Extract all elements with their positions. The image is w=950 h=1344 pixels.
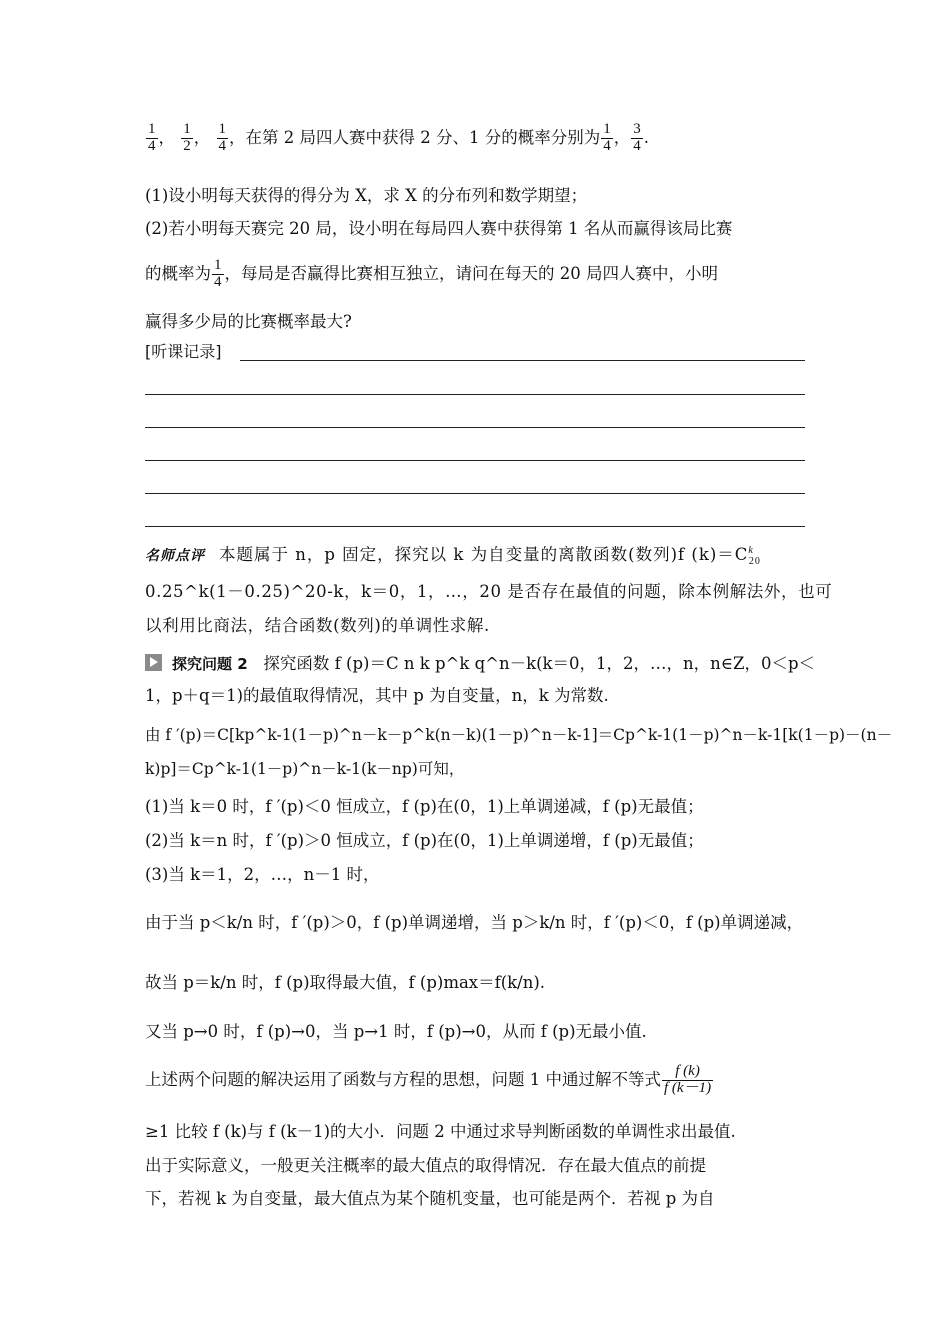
notes-line <box>145 526 805 527</box>
case-1: (1)当 k＝0 时，f ′(p)＜0 恒成立，f (p)在(0，1)上单调递减，f (p)无最值； <box>145 797 704 816</box>
maximum-line: 故当 p＝k/n 时，f (p)取得最大值，f (p)max＝f(k/n). <box>145 973 546 992</box>
case-3: (3)当 k＝1，2，…，n－1 时， <box>145 865 380 884</box>
fraction: $\frac{1}{4}$ <box>603 121 611 154</box>
explore-line-4: k)p]＝Cp^k-1(1－p)^n－k-1(k－np)可知， <box>145 760 465 778</box>
summary-line-2: ≥1 比较 f (k)与 f (k－1)的大小．问题 2 中通过求导判断函数的单调性求出最值. <box>145 1122 736 1141</box>
fraction: $\frac{1}{4}$ <box>148 121 156 154</box>
summary-line-4: 下，若视 k 为自变量，最大值点为某个随机变量，也可能是两个．若视 p 为自 <box>145 1189 715 1208</box>
comment-line-3: 以利用比商法，结合函数(数列)的单调性求解. <box>145 616 490 635</box>
comment-line-1: 名师点评 本题属于 n，p 固定，探究以 k 为自变量的离散函数(数列)f $(k)=C^k_{20}$ <box>145 545 761 567</box>
problem-line-0: $\frac{1}{4}$ ， $\frac{1}{2}$ ， $\frac{1}{4}$ ，在第 2 局四人赛中获得 2 分、1 分的概率分别为 $\frac{1}{4}$ ， $\frac{3}{4}$ . <box>148 121 649 154</box>
fraction: $\frac{3}{4}$ <box>633 121 641 154</box>
summary-line-3: 出于实际意义，一般更关注概率的最大值点的取得情况．存在最大值点的前提 <box>145 1156 706 1175</box>
notes-line <box>145 493 805 494</box>
case-2: (2)当 k＝n 时，f ′(p)＞0 恒成立，f (p)在(0，1)上单调递增，f (p)无最值； <box>145 831 704 850</box>
fraction: $\frac{f (k)}{f (k-1)}$ <box>664 1063 712 1096</box>
minimum-line: 又当 p→0 时，f (p)→0，当 p→1 时，f (p)→0，从而 f (p)无最小值. <box>145 1022 647 1041</box>
notes-line <box>145 394 805 395</box>
comment-line-2: 0.25^k(1－0.25)^20-k，k＝0，1，…，20 是否存在最值的问题，除本例解法外，也可 <box>145 582 833 601</box>
fraction: $\frac{1}{4}$ <box>214 257 222 290</box>
explore-title: 探究问题 2 <box>172 655 248 673</box>
summary-line-1: 上述两个问题的解决运用了函数与方程的思想，问题 1 中通过解不等式 $\frac{f (k)}{f (k-1)}$ <box>145 1063 712 1096</box>
notes-line <box>240 360 805 361</box>
explore-line-2: 1，p＋q＝1)的最值取得情况，其中 p 为自变量，n，k 为常数. <box>145 686 609 705</box>
play-icon <box>145 654 162 671</box>
question-1: (1)设小明每天获得的得分为 X，求 X 的分布列和数学期望； <box>145 186 588 205</box>
question-2-line-1: (2)若小明每天赛完 20 局，设小明在每局四人赛中获得第 1 名从而赢得该局比赛 <box>145 219 733 238</box>
notes-label: [听课记录] <box>145 342 222 361</box>
explore-line-3: 由 f ′(p)＝C[kp^k-1(1－p)^n－k－p^k(n－k)(1－p)^n－k-1]＝Cp^k-1(1－p)^n－k-1[k(1－p)－(n－ <box>145 726 893 744</box>
fraction: $\frac{1}{4}$ <box>218 121 226 154</box>
fraction: $\frac{1}{2}$ <box>183 121 191 154</box>
question-2-line-2: 的概率为 $\frac{1}{4}$ ，每局是否赢得比赛相互独立，请问在每天的 20 局四人赛中，小明 <box>145 257 718 290</box>
comment-label: 名师点评 <box>145 548 205 564</box>
notes-line <box>145 427 805 428</box>
monotonic-line: 由于当 p＜k/n 时，f ′(p)＞0，f (p)单调递增，当 p＞k/n 时，f ′(p)＜0，f (p)单调递减， <box>145 913 804 932</box>
explore-line-1: 探究问题 2 探究函数 f (p)＝C n k p^k q^n－k(k＝0，1，2，…，n，n∈Z，0＜p＜ <box>145 654 815 673</box>
question-2-line-3: 赢得多少局的比赛概率最大? <box>145 312 352 331</box>
notes-line <box>145 460 805 461</box>
